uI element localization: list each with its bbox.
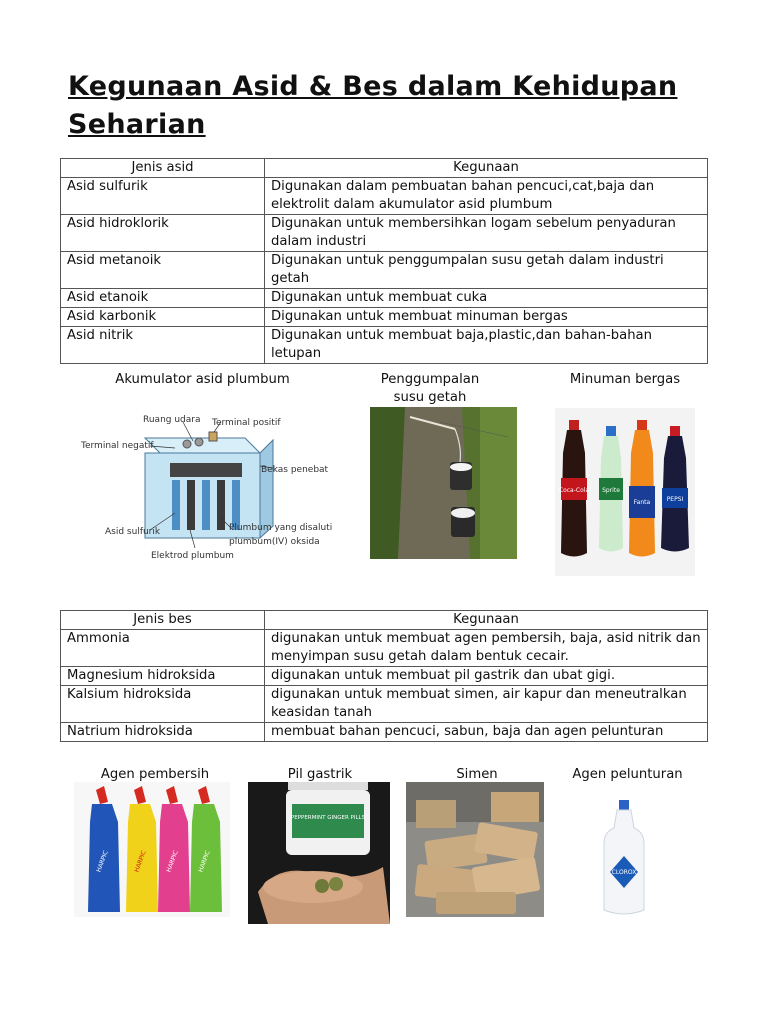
cement-caption: Simen — [456, 767, 498, 782]
acid-name: Asid etanoik — [61, 289, 265, 308]
pill-label: PEPPERMINT GINGER PILLS — [290, 815, 366, 821]
base-name: Kalsium hidroksida — [61, 686, 265, 723]
gastric-pills-photo — [248, 782, 390, 924]
base-name: Magnesium hidroksida — [61, 667, 265, 686]
table-row — [61, 289, 708, 308]
bottle-brand: Sprite — [602, 487, 620, 494]
lead-acid-battery-diagram — [75, 408, 340, 568]
cleaner-caption: Agen pembersih — [100, 767, 210, 782]
table-header-row — [61, 159, 708, 178]
label-bekas-penebat: Bekas penebat — [261, 465, 329, 475]
table-row — [61, 630, 708, 667]
bottle-brand: PEPSI — [666, 496, 684, 503]
cleaning-agents-photo — [74, 782, 230, 917]
page-title: Kegunaan Asid & Bes dalam Kehidupan Seharian — [68, 71, 678, 140]
acid-use: Digunakan untuk membuat cuka — [265, 289, 708, 308]
column-header: Jenis bes — [61, 611, 265, 630]
bottle-brand: HARPIC — [165, 849, 180, 874]
base-use: digunakan untuk membuat agen pembersih, baja, asid nitrik dan menyimpan susu getah dalam bentuk cecair. — [265, 630, 708, 667]
bottle-brand: Coca-Cola — [558, 487, 590, 494]
bleach-bottle-photo — [600, 798, 648, 918]
base-table — [60, 610, 708, 742]
label-asid-sulfurik: Asid sulfurik — [105, 527, 161, 537]
soft-drinks-photo — [555, 408, 695, 576]
base-use: membuat bahan pencuci, sabun, baja dan agen pelunturan — [265, 723, 708, 742]
drinks-caption: Minuman bergas — [569, 372, 681, 387]
acid-use: Digunakan untuk membuat baja,plastic,dan bahan-bahan letupan — [265, 327, 708, 364]
table-header-row — [61, 611, 708, 630]
label-terminal-positif: Terminal positif — [212, 418, 281, 428]
latex-tapping-photo — [370, 407, 517, 559]
bleach-caption: Agen pelunturan — [572, 767, 683, 782]
acid-name: Asid metanoik — [61, 252, 265, 289]
acid-use: Digunakan untuk membuat minuman bergas — [265, 308, 708, 327]
acid-name: Asid sulfurik — [61, 178, 265, 215]
table-row — [61, 308, 708, 327]
label-terminal-negatif: Terminal negatif — [81, 441, 154, 451]
bottle-brand: HARPIC — [197, 849, 212, 874]
table-row — [61, 215, 708, 252]
table-row — [61, 327, 708, 364]
base-use: digunakan untuk membuat pil gastrik dan ubat gigi. — [265, 667, 708, 686]
base-use: digunakan untuk membuat simen, air kapur dan meneutralkan keasidan tanah — [265, 686, 708, 723]
acid-table — [60, 158, 708, 364]
bottle-brand: HARPIC — [95, 849, 110, 874]
label-plumbum-line2: plumbum(IV) oksida — [229, 537, 320, 547]
table-row — [61, 723, 708, 742]
column-header: Kegunaan — [265, 611, 708, 630]
bottle-brand: HARPIC — [133, 849, 148, 874]
acid-name: Asid nitrik — [61, 327, 265, 364]
acid-name: Asid karbonik — [61, 308, 265, 327]
label-ruang-udara: Ruang udara — [143, 415, 201, 425]
acid-use: Digunakan dalam pembuatan bahan pencuci,cat,baja dan elektrolit dalam akumulator asid plumbum — [265, 178, 708, 215]
table-row — [61, 686, 708, 723]
bottle-brand: CLOROX — [611, 869, 637, 876]
label-elektrod: Elektrod plumbum — [151, 551, 234, 561]
acid-use: Digunakan untuk penggumpalan susu getah dalam industri getah — [265, 252, 708, 289]
latex-caption: Penggumpalan susu getah — [380, 372, 480, 405]
pill-caption: Pil gastrik — [287, 767, 353, 782]
table-row — [61, 252, 708, 289]
acid-name: Asid hidroklorik — [61, 215, 265, 252]
battery-caption: Akumulator asid plumbum — [115, 372, 290, 387]
cement-bags-photo — [406, 782, 544, 917]
table-row — [61, 667, 708, 686]
table-row — [61, 178, 708, 215]
base-name: Natrium hidroksida — [61, 723, 265, 742]
column-header: Jenis asid — [61, 159, 265, 178]
label-plumbum-line1: Plumbum yang disaluti — [229, 523, 333, 533]
column-header: Kegunaan — [265, 159, 708, 178]
bottle-brand: Fanta — [633, 499, 651, 506]
base-name: Ammonia — [61, 630, 265, 667]
acid-use: Digunakan untuk membersihkan logam sebelum penyaduran dalam industri — [265, 215, 708, 252]
